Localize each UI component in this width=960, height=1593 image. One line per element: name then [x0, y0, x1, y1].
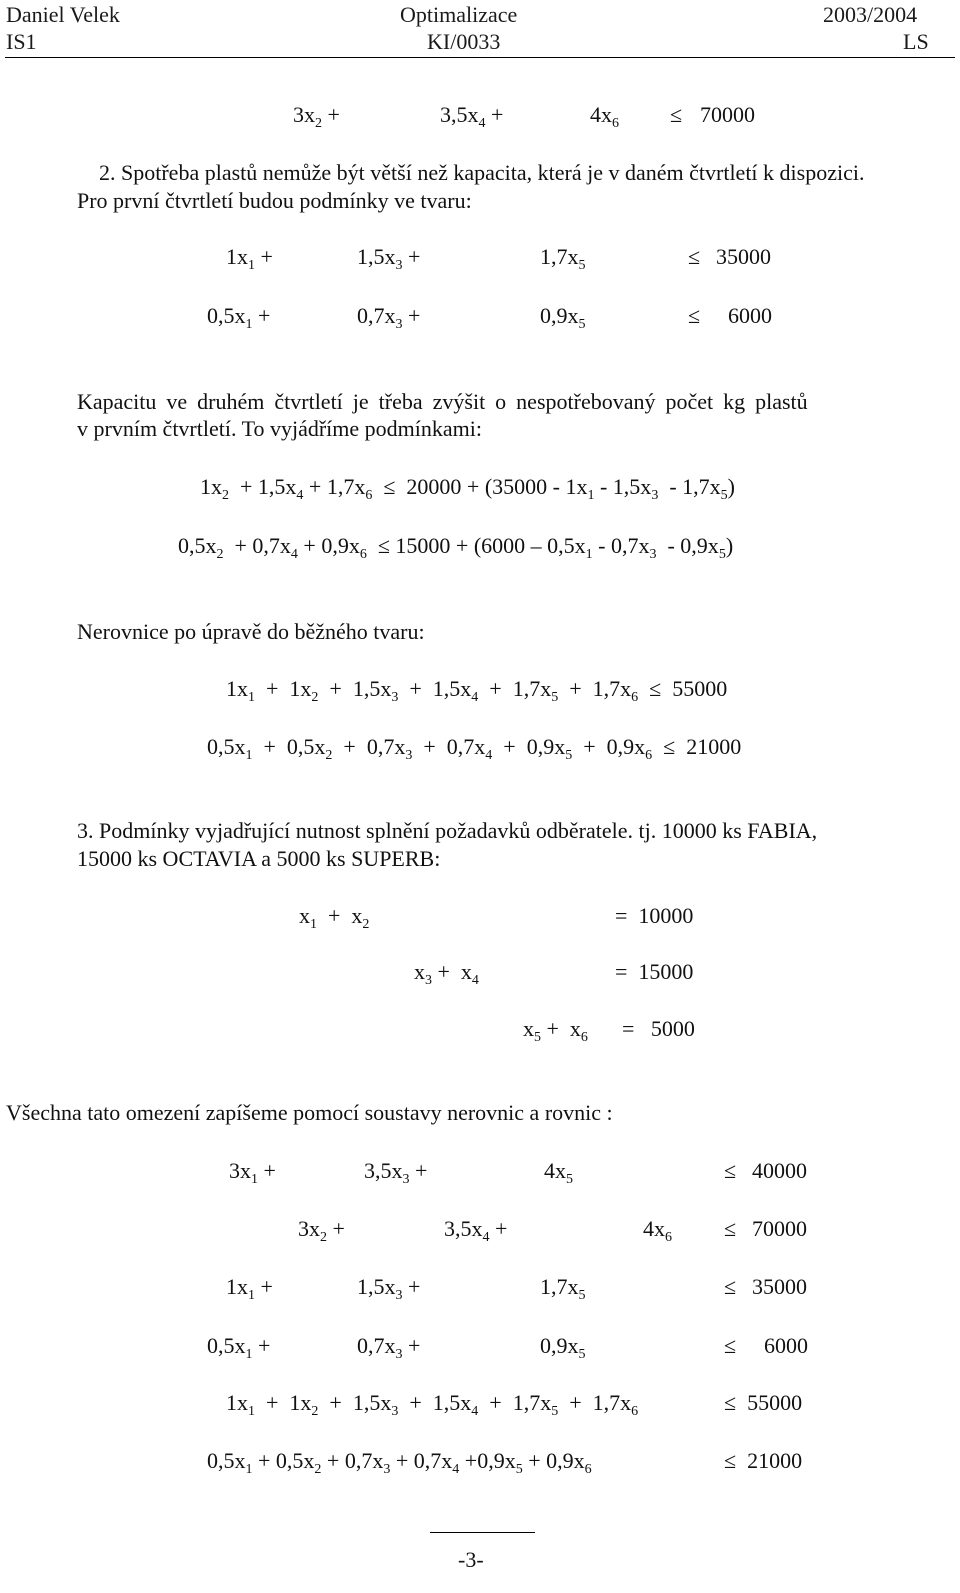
normal-equation-2: $0,5x_1 + 0,5x_2 + 0,7x_3 + 0,7x_4 + 0,9x_5 + 0,9x_6 \le 21000$	[207, 734, 742, 763]
header-code: KI/0033	[427, 29, 501, 54]
system-equation-5: $1x_1 + 1x_2 + 1,5x_3 + 1,5x_4 + 1,7x_5 + 1,7x_6$	[226, 1390, 639, 1419]
normal-equation-1: $1x_1 + 1x_2 + 1,5x_3 + 1,5x_4 + 1,7x_5 + 1,7x_6 \le 55000$	[226, 676, 728, 705]
system-intro-text: Všechna tato omezení zapíšeme pomocí soustavy nerovnic a rovnic :	[6, 1100, 613, 1125]
section3-text-1: 3. Podmínky vyjadřující nutnost splnění požadavků odběratele. tj. 10000 ks FABIA,	[77, 818, 818, 843]
header-year: 2003/2004	[823, 2, 918, 27]
section2-text-1: 2. Spotřeba plastů nemůže být větší než kapacita, která je v daném čtvrtletí k dispozici.	[99, 160, 865, 185]
section2-text-2: Pro první čtvrtletí budou podmínky ve tvaru:	[77, 188, 472, 213]
normal-form-text: Nerovnice po úpravě do běžného tvaru:	[77, 619, 425, 644]
q2-equation-2: $0,5x_2 + 0,7x_4 + 0,9x_6 \le 15000 + (6000 - 0,5x_1 - 0,7x_3 - 0,9x_5)$	[178, 533, 734, 562]
header-term: LS	[903, 29, 929, 54]
system-equation-6: $0,5x_1 + 0,5x_2 + 0,7x_3 + 0,7x_4 +0,9x_5 + 0,9x_6$	[207, 1448, 592, 1477]
header-subject: Optimalizace	[400, 2, 518, 27]
header-group: IS1	[6, 29, 37, 54]
footer-rule	[430, 1532, 535, 1533]
system-equation-6-rhs: ≤ 21000	[724, 1448, 803, 1473]
header-rule	[5, 57, 955, 58]
system-equation-5-rhs: ≤ 55000	[724, 1390, 803, 1415]
capacity-text-1: Kapacitu ve druhém čtvrtletí je třeba zvýšit o nespotřebovaný počet kg plastů	[77, 389, 808, 414]
header-author: Daniel Velek	[6, 2, 120, 27]
section3-text-2: 15000 ks OCTAVIA a 5000 ks SUPERB:	[77, 846, 441, 871]
capacity-text-2: v prvním čtvrtletí. To vyjádříme podmínkami:	[77, 416, 482, 441]
page-number: -3-	[458, 1547, 484, 1572]
q2-equation-1: $1x_2 + 1,5x_4 + 1,7x_6 \le 20000 + (35000 - 1x_1 - 1,5x_3 - 1,7x_5)$	[200, 474, 735, 503]
